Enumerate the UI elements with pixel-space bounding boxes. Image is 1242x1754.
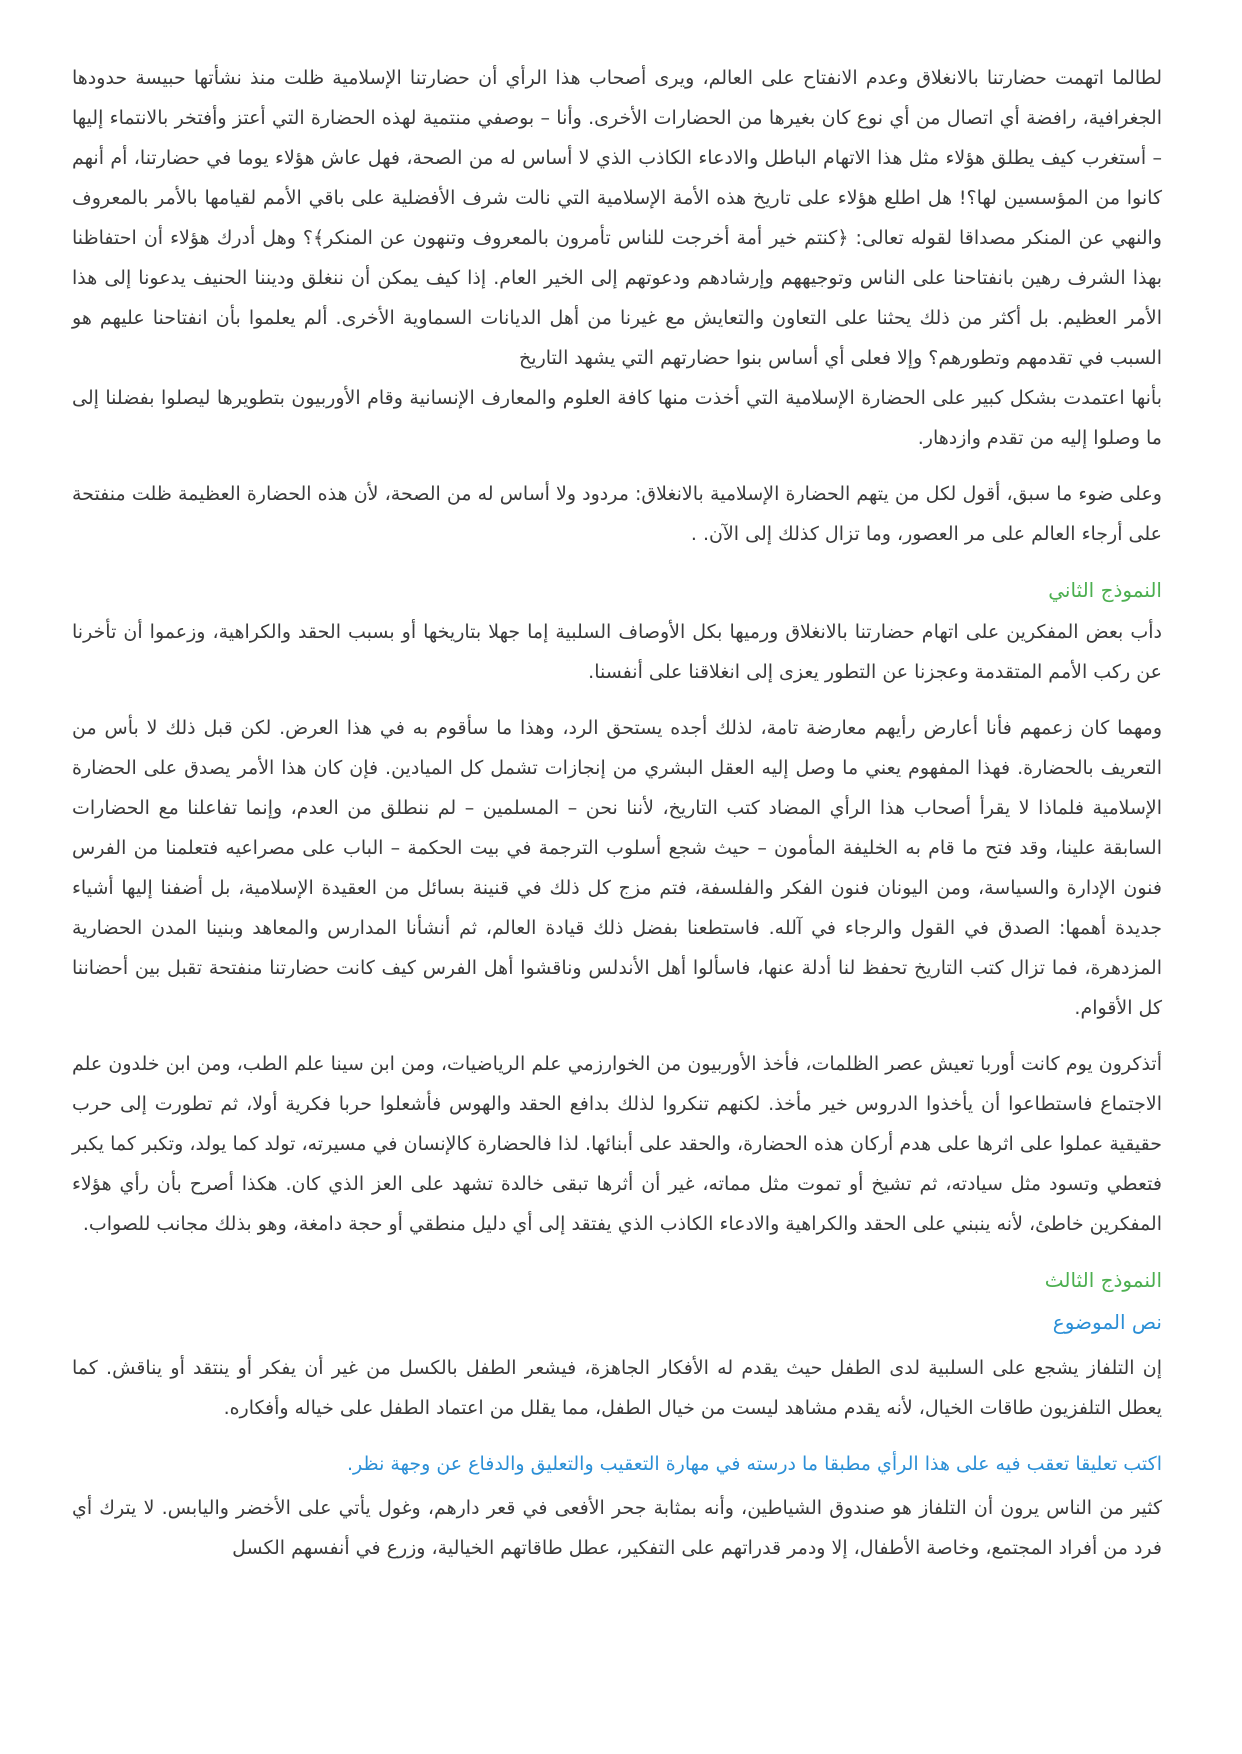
section2-paragraph3: أتذكرون يوم كانت أوربا تعيش عصر الظلمات، فأخذ الأوربيون من الخوارزمي علم الرياضيات، ومن ابن سينا علم الطب، ومن ابن خلدون علم الاجتماع فاستطاعوا أن يأخذوا الدروس خير مأخذ. لكنهم تنكروا لذلك بدافع الحقد والهوس فأشعلوا حربا فكرية أولا، ثم تطورت إلى حرب حقيقية عملوا على اثرها على هدم أركان هذه الحضارة، والحقد على أبنائها. لذا فالحضارة كالإنسان في مسيرته، تولد كما يولد، وتكبر كما يكبر فتعطي وتسود مثل سيادته، ثم تشيخ أو تموت مثل مماته، غير أن أثرها تبقى خالدة تشهد على العز الذي كان. هكذا أصرح بأن رأي هؤلاء المفكرين خاطئ، لأنه ينبني على الحقد والكراهية والادعاء الكاذب الذي يفتقد إلى أي دليل منطقي أو حجة دامغة، وهو بذلك مجانب للصواب. bbox=[72, 1053, 1162, 1235]
section2-heading: النموذج الثاني bbox=[1048, 578, 1162, 602]
section1-paragraph2: بأنها اعتمدت بشكل كبير على الحضارة الإسلامية التي أخذت منها كافة العلوم والمعارف الإنسانية وقام الأوربيون بتطويرها ليصلوا بفضلنا إلى ما وصلوا إليه من تقدم وازدهار. bbox=[72, 387, 1162, 449]
section1-paragraph3: وعلى ضوء ما سبق، أقول لكل من يتهم الحضارة الإسلامية بالانغلاق: مردود ولا أساس له من الصحة، لأن هذه الحضارة العظيمة ظلت منفتحة على أرجاء العالم على مر العصور، وما تزال كذلك إلى الآن. . bbox=[72, 483, 1162, 545]
section3-heading: النموذج الثالث bbox=[1044, 1268, 1162, 1292]
section3-answer-start: كثير من الناس يرون أن التلفاز هو صندوق الشياطين، وأنه بمثابة جحر الأفعى في قعر دارهم، وغول يأتي على الأخضر واليابس. لا يترك أي فرد من أفراد المجتمع، وخاصة الأطفال، إلا ودمر قدراتهم على التفكير، عطل طاقاتهم الخيالية، وزرع في أنفسهم الكسل bbox=[72, 1497, 1162, 1559]
section2-paragraph2: ومهما كان زعمهم فأنا أعارض رأيهم معارضة تامة، لذلك أجده يستحق الرد، وهذا ما سأقوم به في هذا العرض. لكن قبل ذلك لا بأس من التعريف بالحضارة. فهذا المفهوم يعني ما وصل إليه العقل البشري من إنجازات تشمل كل الميادين. فإن كان هذا الأمر يصدق على الحضارة الإسلامية فلماذا لا يقرأ أصحاب هذا الرأي المضاد كتب التاريخ، لأننا نحن – المسلمين – لم ننطلق من العدم، وإنما تفاعلنا مع الحضارات السابقة علينا، وقد فتح ما قام به الخليفة المأمون – حيث شجع أسلوب الترجمة في بيت الحكمة – الباب على مصراعيه فتعلمنا من الفرس فنون الإدارة والسياسة، ومن اليونان فنون الفكر والفلسفة، فتم مزج كل ذلك في قنينة بسائل من العقيدة الإسلامية، بل أضفنا إليها أشياء جديدة أهمها: الصدق في القول والرجاء في آلله. فاستطعنا بفضل ذلك قيادة العالم، ثم أنشأنا المدارس والمعاهد وبنينا المدن الحضارية المزدهرة، فما تزال كتب التاريخ تحفظ لنا أدلة عنها، فاسألوا أهل الأندلس وناقشوا أهل الفرس كيف كانت حضارتنا منفتحة تقبل بين أحضاننا كل الأقوام. bbox=[72, 717, 1162, 1019]
section1-paragraph1: لطالما اتهمت حضارتنا بالانغلاق وعدم الانفتاح على العالم، ويرى أصحاب هذا الرأي أن حضارتنا الإسلامية ظلت منذ نشأتها حبيسة حدودها الجغرافية، رافضة أي اتصال من أي نوع كان بغيرها من الحضارات الأخرى. وأنا – بوصفي منتمية لهذه الحضارة التي أعتز وأفتخر بالانتماء إليها – أستغرب كيف يطلق هؤلاء مثل هذا الاتهام الباطل والادعاء الكاذب الذي لا أساس له من الصحة، فهل عاش هؤلاء يوما في حضارتنا، أم أنهم كانوا من المؤسسين لها؟! هل اطلع هؤلاء على تاريخ هذه الأمة الإسلامية التي نالت شرف الأفضلية على باقي الأمم لقيامها بالأمر بالمعروف والنهي عن المنكر مصداقا لقوله تعالى: ﴿كنتم خير أمة أخرجت للناس تأمرون بالمعروف وتنهون عن المنكر﴾؟ وهل أدرك هؤلاء أن احتفاظنا بهذا الشرف رهين بانفتاحنا على الناس وتوجيههم وإرشادهم ودعوتهم إلى الخير العام. إذا كيف يمكن أن ننغلق وديننا الحنيف يدعونا إلى هذا الأمر العظيم. بل أكثر من ذلك يحثنا على التعاون والتعايش مع غيرنا من أهل الديانات السماوية الأخرى. ألم يعلموا بأن انفتاحنا عليهم هو السبب في تقدمهم وتطورهم؟ وإلا فعلى أي أساس بنوا حضارتهم التي يشهد التاريخ bbox=[72, 67, 1162, 369]
section3-instruction: اكتب تعليقا تعقب فيه على هذا الرأي مطبقا ما درسته في مهارة التعقيب والتعليق والدفاع عن وجهة نظر. bbox=[346, 1453, 1162, 1475]
section3-subheading: نص الموضوع bbox=[1052, 1310, 1162, 1334]
section2-paragraph1: دأب بعض المفكرين على اتهام حضارتنا بالانغلاق ورميها بكل الأوصاف السلبية إما جهلا بتاريخها أو بسبب الحقد والكراهية، وزعموا أن تأخرنا عن ركب الأمم المتقدمة وعجزنا عن التطور يعزى إلى انغلاقنا على أنفسنا. bbox=[72, 621, 1162, 683]
section3-topic-text: إن التلفاز يشجع على السلبية لدى الطفل حيث يقدم له الأفكار الجاهزة، فيشعر الطفل بالكسل من غير أن يفكر أو ينتقد أو يناقش. كما يعطل التلفزيون طاقات الخيال، لأنه يقدم مشاهد ليست من خيال الطفل، مما يقلل من اعتماد الطفل على خياله وأفكاره. bbox=[72, 1357, 1162, 1419]
